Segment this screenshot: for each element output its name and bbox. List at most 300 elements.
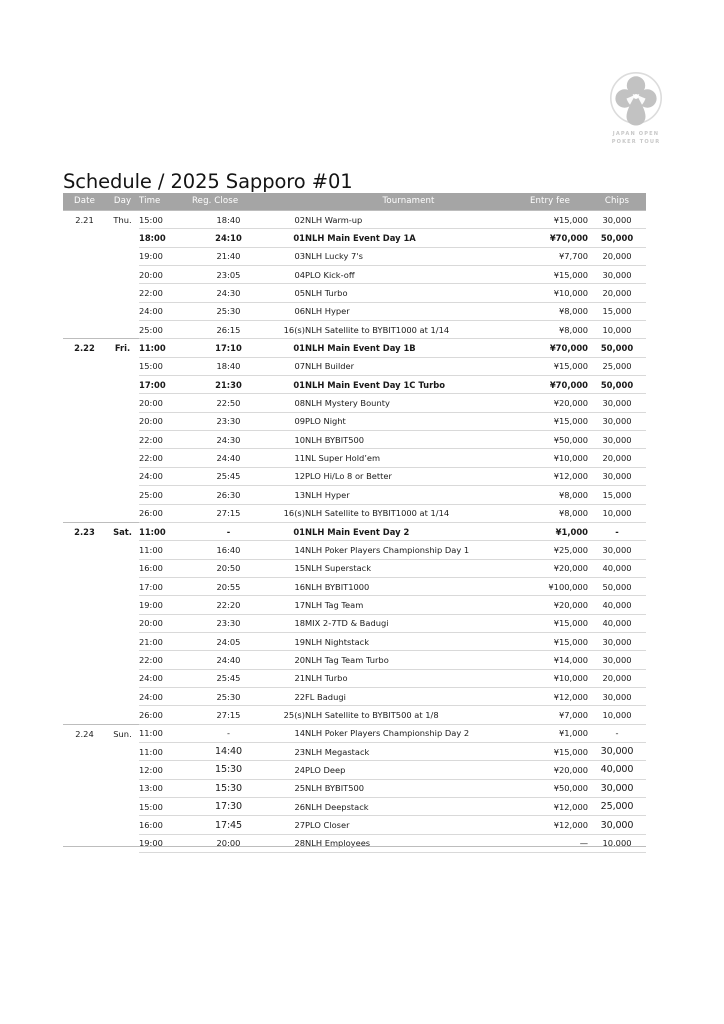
brand-logo [596, 72, 676, 154]
cell-chips: 30,000 [588, 394, 646, 412]
cell-entry-fee: ¥15,000 [512, 614, 588, 632]
cell-chips: - [588, 522, 646, 540]
cell-event-no: 09 [265, 412, 305, 430]
cell-reg-close: 27:15 [192, 504, 265, 522]
table-row [63, 632, 646, 650]
cell-date [63, 504, 106, 522]
cell-date: 2.24 [63, 724, 106, 742]
cell-date [63, 467, 106, 485]
cell-entry-fee: ¥10,000 [512, 284, 588, 302]
table-row [63, 816, 646, 834]
cell-entry-fee: ¥15,000 [512, 211, 588, 229]
cell-time: 26:00 [139, 504, 192, 522]
cell-time: 26:00 [139, 706, 192, 724]
cell-tournament: NLH Superstack [305, 559, 512, 577]
cell-chips: 30,000 [588, 266, 646, 284]
cell-entry-fee: ¥15,000 [512, 632, 588, 650]
cell-entry-fee: ¥7,700 [512, 247, 588, 265]
cell-day [106, 834, 139, 852]
cell-time: 15:00 [139, 798, 192, 816]
column-header-chips: Chips [588, 193, 646, 211]
cell-time: 22:00 [139, 284, 192, 302]
cell-event-no: 07 [265, 357, 305, 375]
table-row [63, 779, 646, 797]
page-title: Schedule / 2025 Sapporo #01 [63, 170, 353, 194]
cell-tournament: FL Badugi [305, 687, 512, 705]
cell-chips: 30,000 [588, 816, 646, 834]
cell-chips: 50,000 [588, 229, 646, 247]
cell-event-no: 14 [265, 724, 305, 742]
cell-entry-fee: ¥70,000 [512, 376, 588, 394]
cell-day [106, 284, 139, 302]
cell-entry-fee: ¥70,000 [512, 229, 588, 247]
table-row [63, 522, 646, 540]
cell-entry-fee: ¥1,000 [512, 724, 588, 742]
cell-event-no: 01 [265, 522, 305, 540]
cell-event-no: 06 [265, 302, 305, 320]
column-header-day: Day [106, 193, 139, 211]
cell-chips: 20,000 [588, 449, 646, 467]
cell-reg-close: - [192, 724, 265, 742]
cell-date [63, 357, 106, 375]
cell-entry-fee: ¥12,000 [512, 687, 588, 705]
cell-day [106, 504, 139, 522]
cell-reg-close: 25:45 [192, 467, 265, 485]
cell-date: 2.21 [63, 211, 106, 229]
cell-time: 15:00 [139, 357, 192, 375]
cell-entry-fee: ¥15,000 [512, 266, 588, 284]
cell-day [106, 651, 139, 669]
cell-time: 19:00 [139, 834, 192, 852]
cell-time: 22:00 [139, 431, 192, 449]
cell-reg-close: 20:00 [192, 834, 265, 852]
cell-date: 2.23 [63, 522, 106, 540]
cell-tournament: NLH Employees [305, 834, 512, 852]
cell-chips: 30,000 [588, 412, 646, 430]
cell-chips: 25,000 [588, 357, 646, 375]
cell-day [106, 669, 139, 687]
cell-tournament: NLH Hyper [305, 486, 512, 504]
cell-date [63, 541, 106, 559]
table-row [63, 614, 646, 632]
column-header-event-no [265, 193, 305, 211]
cell-day [106, 798, 139, 816]
table-row [63, 687, 646, 705]
cell-reg-close: 14:40 [192, 742, 265, 760]
cell-reg-close: 23:05 [192, 266, 265, 284]
cell-entry-fee: ¥20,000 [512, 394, 588, 412]
table-row [63, 834, 646, 852]
table-row [63, 559, 646, 577]
table-row [63, 706, 646, 724]
cell-date [63, 798, 106, 816]
cell-event-no: 28 [265, 834, 305, 852]
cell-day [106, 247, 139, 265]
cell-time: 17:00 [139, 376, 192, 394]
cell-time: 20:00 [139, 412, 192, 430]
cell-time: 13:00 [139, 779, 192, 797]
cell-day [106, 596, 139, 614]
cell-entry-fee: ¥8,000 [512, 321, 588, 339]
cell-day [106, 412, 139, 430]
cell-tournament: NLH Main Event Day 1B [305, 339, 512, 357]
cell-day [106, 394, 139, 412]
table-row [63, 724, 646, 742]
cell-reg-close: 17:45 [192, 816, 265, 834]
table-row [63, 229, 646, 247]
cell-chips: 30,000 [588, 651, 646, 669]
cell-time: 24:00 [139, 669, 192, 687]
cell-date [63, 651, 106, 669]
cell-event-no: 12 [265, 467, 305, 485]
cell-event-no: 18 [265, 614, 305, 632]
cell-chips: 30,000 [588, 431, 646, 449]
cell-event-no: 03 [265, 247, 305, 265]
cell-day [106, 706, 139, 724]
cell-time: 19:00 [139, 247, 192, 265]
cell-reg-close: 25:30 [192, 302, 265, 320]
cell-reg-close: 21:30 [192, 376, 265, 394]
cell-event-no: 14 [265, 541, 305, 559]
cell-time: 16:00 [139, 559, 192, 577]
cell-chips: 50,000 [588, 577, 646, 595]
cell-tournament: NLH Nightstack [305, 632, 512, 650]
cell-time: 21:00 [139, 632, 192, 650]
cell-tournament: NLH Hyper [305, 302, 512, 320]
cell-reg-close: 21:40 [192, 247, 265, 265]
cell-entry-fee: ¥70,000 [512, 339, 588, 357]
cell-event-no: 26 [265, 798, 305, 816]
table-row [63, 596, 646, 614]
cell-tournament: NLH Turbo [305, 284, 512, 302]
table-row [63, 467, 646, 485]
cell-day [106, 559, 139, 577]
cell-entry-fee: ¥20,000 [512, 596, 588, 614]
cell-reg-close: 25:45 [192, 669, 265, 687]
cell-tournament: NL Super Hold’em [305, 449, 512, 467]
cell-event-no: 17 [265, 596, 305, 614]
table-row [63, 284, 646, 302]
cell-day: Fri. [106, 339, 139, 357]
cell-tournament: NLH Mystery Bounty [305, 394, 512, 412]
cell-tournament: NLH Satellite to BYBIT500 at 1/8 [305, 706, 512, 724]
cell-time: 20:00 [139, 394, 192, 412]
cell-day [106, 229, 139, 247]
table-row [63, 394, 646, 412]
column-header-entry-fee: Entry fee [512, 193, 588, 211]
cell-event-no: 15 [265, 559, 305, 577]
cell-tournament: NLH Satellite to BYBIT1000 at 1/14 [305, 321, 512, 339]
cell-event-no: 01 [265, 229, 305, 247]
cell-time: 20:00 [139, 266, 192, 284]
cell-date [63, 834, 106, 852]
cell-chips: 30,000 [588, 779, 646, 797]
cell-date [63, 596, 106, 614]
cell-event-no: 02 [265, 211, 305, 229]
cell-chips: - [588, 724, 646, 742]
cell-time: 11:00 [139, 742, 192, 760]
cell-event-no: 19 [265, 632, 305, 650]
cell-date [63, 321, 106, 339]
cell-entry-fee: ¥8,000 [512, 486, 588, 504]
cell-day [106, 761, 139, 779]
cell-reg-close: 25:30 [192, 687, 265, 705]
cell-time: 20:00 [139, 614, 192, 632]
cell-reg-close: 23:30 [192, 412, 265, 430]
cell-tournament: PLO Hi/Lo 8 or Better [305, 467, 512, 485]
cell-chips: 20,000 [588, 284, 646, 302]
cell-event-no: 10 [265, 431, 305, 449]
logo-text-line2: POKER TOUR [611, 139, 661, 146]
table-row [63, 302, 646, 320]
cell-tournament: PLO Deep [305, 761, 512, 779]
schedule-table-container [63, 193, 646, 853]
cell-day [106, 431, 139, 449]
cell-date [63, 302, 106, 320]
table-row [63, 798, 646, 816]
table-row [63, 449, 646, 467]
cell-event-no: 13 [265, 486, 305, 504]
table-row [63, 247, 646, 265]
cell-entry-fee: ¥15,000 [512, 742, 588, 760]
cell-date [63, 779, 106, 797]
cell-day [106, 577, 139, 595]
cell-day [106, 779, 139, 797]
cell-reg-close: 15:30 [192, 779, 265, 797]
cell-chips: 30,000 [588, 742, 646, 760]
cell-entry-fee: — [512, 834, 588, 852]
column-header-date: Date [63, 193, 106, 211]
cell-reg-close: 17:10 [192, 339, 265, 357]
cell-time: 24:00 [139, 302, 192, 320]
table-bottom-divider [63, 846, 646, 847]
table-row [63, 412, 646, 430]
cell-date [63, 394, 106, 412]
cell-event-no: 22 [265, 687, 305, 705]
cell-date [63, 247, 106, 265]
cell-day [106, 742, 139, 760]
cell-reg-close: - [192, 522, 265, 540]
cell-day [106, 266, 139, 284]
cell-reg-close: 17:30 [192, 798, 265, 816]
cell-entry-fee: ¥10,000 [512, 669, 588, 687]
cell-tournament: NLH Megastack [305, 742, 512, 760]
cell-date [63, 412, 106, 430]
table-header [63, 193, 646, 211]
table-row [63, 669, 646, 687]
cell-reg-close: 22:20 [192, 596, 265, 614]
cell-date [63, 742, 106, 760]
cell-tournament: PLO Night [305, 412, 512, 430]
cell-chips: 25,000 [588, 798, 646, 816]
cell-reg-close: 18:40 [192, 211, 265, 229]
cell-time: 11:00 [139, 522, 192, 540]
table-row [63, 577, 646, 595]
cell-tournament: NLH Main Event Day 1C Turbo [305, 376, 512, 394]
cell-tournament: PLO Kick-off [305, 266, 512, 284]
cell-event-no: 25(s) [265, 706, 305, 724]
cell-date [63, 559, 106, 577]
cell-event-no: 04 [265, 266, 305, 284]
cell-tournament: NLH Builder [305, 357, 512, 375]
cell-time: 11:00 [139, 724, 192, 742]
cell-chips: 30,000 [588, 467, 646, 485]
table-row [63, 211, 646, 229]
cell-day [106, 449, 139, 467]
cell-reg-close: 27:15 [192, 706, 265, 724]
cell-event-no: 24 [265, 761, 305, 779]
cell-date [63, 486, 106, 504]
cell-time: 11:00 [139, 541, 192, 559]
cell-day [106, 816, 139, 834]
cell-tournament: NLH Turbo [305, 669, 512, 687]
cell-chips: 20,000 [588, 247, 646, 265]
cell-entry-fee: ¥14,000 [512, 651, 588, 669]
cell-tournament: NLH BYBIT500 [305, 431, 512, 449]
cell-time: 22:00 [139, 449, 192, 467]
cell-event-no: 05 [265, 284, 305, 302]
cell-time: 12:00 [139, 761, 192, 779]
cell-reg-close: 22:50 [192, 394, 265, 412]
cell-event-no: 27 [265, 816, 305, 834]
cell-day [106, 541, 139, 559]
cell-day [106, 486, 139, 504]
cell-event-no: 25 [265, 779, 305, 797]
cell-reg-close: 20:50 [192, 559, 265, 577]
cell-date [63, 669, 106, 687]
cell-chips: 30,000 [588, 211, 646, 229]
cell-reg-close: 24:40 [192, 651, 265, 669]
cell-event-no: 16(s) [265, 321, 305, 339]
cell-day [106, 376, 139, 394]
cell-reg-close: 26:30 [192, 486, 265, 504]
cell-entry-fee: ¥25,000 [512, 541, 588, 559]
cell-event-no: 16(s) [265, 504, 305, 522]
table-row [63, 541, 646, 559]
cell-tournament: NLH BYBIT1000 [305, 577, 512, 595]
table-row [63, 761, 646, 779]
cell-day [106, 632, 139, 650]
cell-entry-fee: ¥12,000 [512, 816, 588, 834]
cell-tournament: NLH Warm-up [305, 211, 512, 229]
cell-entry-fee: ¥50,000 [512, 431, 588, 449]
table-body [63, 211, 646, 853]
cell-chips: 10,000 [588, 321, 646, 339]
cell-entry-fee: ¥20,000 [512, 559, 588, 577]
cell-reg-close: 24:30 [192, 284, 265, 302]
cell-entry-fee: ¥20,000 [512, 761, 588, 779]
cell-chips: 30,000 [588, 541, 646, 559]
cell-time: 19:00 [139, 596, 192, 614]
cell-entry-fee: ¥50,000 [512, 779, 588, 797]
club-icon [605, 72, 667, 130]
cell-chips: 10,000 [588, 706, 646, 724]
cell-reg-close: 18:40 [192, 357, 265, 375]
cell-date [63, 376, 106, 394]
column-header-reg-close: Reg. Close [192, 193, 265, 211]
cell-tournament: NLH Main Event Day 1A [305, 229, 512, 247]
cell-reg-close: 20:55 [192, 577, 265, 595]
cell-chips: 50,000 [588, 376, 646, 394]
cell-day [106, 357, 139, 375]
cell-date [63, 449, 106, 467]
cell-date: 2.22 [63, 339, 106, 357]
cell-tournament: NLH Lucky 7's [305, 247, 512, 265]
cell-tournament: NLH Deepstack [305, 798, 512, 816]
table-row [63, 504, 646, 522]
cell-date [63, 761, 106, 779]
cell-event-no: 16 [265, 577, 305, 595]
cell-event-no: 23 [265, 742, 305, 760]
cell-entry-fee: ¥12,000 [512, 798, 588, 816]
cell-entry-fee: ¥12,000 [512, 467, 588, 485]
cell-reg-close: 26:15 [192, 321, 265, 339]
cell-entry-fee: ¥10,000 [512, 449, 588, 467]
cell-chips: 40,000 [588, 559, 646, 577]
cell-day [106, 467, 139, 485]
cell-date [63, 431, 106, 449]
table-row [63, 339, 646, 357]
cell-tournament: NLH Satellite to BYBIT1000 at 1/14 [305, 504, 512, 522]
cell-chips: 40,000 [588, 614, 646, 632]
cell-reg-close: 23:30 [192, 614, 265, 632]
cell-date [63, 266, 106, 284]
cell-time: 25:00 [139, 321, 192, 339]
cell-entry-fee: ¥15,000 [512, 357, 588, 375]
cell-date [63, 614, 106, 632]
logo-text-line1: JAPAN OPEN [612, 131, 660, 137]
table-row [63, 376, 646, 394]
cell-day [106, 687, 139, 705]
cell-reg-close: 24:30 [192, 431, 265, 449]
cell-chips: 50,000 [588, 339, 646, 357]
cell-chips: 10,000 [588, 834, 646, 852]
cell-time: 17:00 [139, 577, 192, 595]
cell-tournament: NLH Main Event Day 2 [305, 522, 512, 540]
table-row [63, 357, 646, 375]
cell-date [63, 577, 106, 595]
cell-event-no: 01 [265, 339, 305, 357]
cell-chips: 30,000 [588, 687, 646, 705]
column-header-tournament: Tournament [305, 193, 512, 211]
cell-day [106, 614, 139, 632]
header-row [63, 193, 646, 211]
cell-chips: 15,000 [588, 486, 646, 504]
cell-date [63, 632, 106, 650]
cell-reg-close: 24:05 [192, 632, 265, 650]
cell-reg-close: 24:40 [192, 449, 265, 467]
cell-event-no: 11 [265, 449, 305, 467]
cell-date [63, 284, 106, 302]
cell-chips: 40,000 [588, 596, 646, 614]
cell-entry-fee: ¥7,000 [512, 706, 588, 724]
cell-time: 24:00 [139, 467, 192, 485]
cell-event-no: 20 [265, 651, 305, 669]
cell-time: 25:00 [139, 486, 192, 504]
table-row [63, 266, 646, 284]
cell-chips: 15,000 [588, 302, 646, 320]
cell-entry-fee: ¥8,000 [512, 302, 588, 320]
cell-tournament: NLH BYBIT500 [305, 779, 512, 797]
cell-entry-fee: ¥15,000 [512, 412, 588, 430]
cell-time: 15:00 [139, 211, 192, 229]
cell-time: 11:00 [139, 339, 192, 357]
cell-entry-fee: ¥1,000 [512, 522, 588, 540]
cell-entry-fee: ¥8,000 [512, 504, 588, 522]
cell-chips: 10,000 [588, 504, 646, 522]
table-row [63, 651, 646, 669]
table-row [63, 431, 646, 449]
